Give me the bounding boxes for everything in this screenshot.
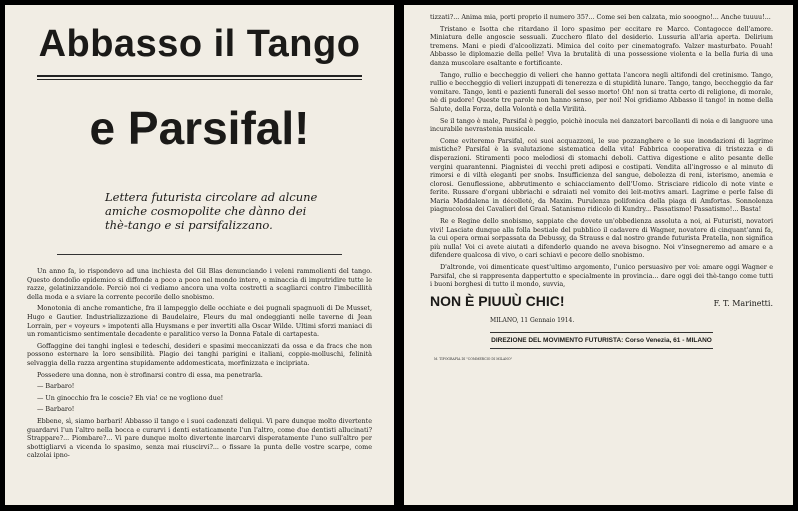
left-paragraph-2: Monotonia di anche romantiche, fra il lampeggìo delle occhiate e dei pugnali spagnuoli di De Musset, Hugo e Gautier. Industrializzazione di Baudelaire, Fleurs du mal ondeggianti nelle taverne di Jean Lorrain, per « voyeurs » impotenti alla Huysmans e per invertiti alla Oscar Wilde. Ultimi sforzi maniaci di un romanticismo sentimentale decadente e paralitico verso la Donna Fatale di cartapesta. xyxy=(27,304,372,339)
right-paragraph-7: D'altronde, voi dimenticate quest'ultimo argomento, l'unico persuasivo per voi: amare oggi Wagner e Parsifal, che si rappresenta dappertutto e specialmente in provincia... dare oggi dei thè-tango come tutti i buoni borghesi di tutto il mondo, suvvia, xyxy=(430,263,773,289)
right-page xyxy=(404,5,793,505)
left-paragraph-6: — Un ginocchio fra le coscie? Eh via! ce ne vogliono due! xyxy=(37,393,224,402)
signature: F. T. Marinetti. xyxy=(713,298,773,308)
left-paragraph-8: Ebbene, sì, siamo barbari! Abbasso il tango e i suoi cadenzati deliqui. Vi pare dunque molto divertente guardarvi l'un l'altro nella bocca e curarvi i denti estaticamente l'un l'altro, come due dentisti allucinati? Strappare?... Piombare?... Vi pare dunque molto divertente inarcarvi disperatamente l'uno sull'altro per sbottigliarvi a vicenda lo spasimo, senza mai riuscirvi?... o fissare la punta delle vostre scarpe, come calzolai ipno- xyxy=(27,416,372,460)
subtitle-divider xyxy=(57,254,342,255)
movement-direction: DIREZIONE DEL MOVIMENTO FUTURISTA: Corso Venezia, 61 - MILANO xyxy=(491,336,712,344)
title-line-2: e Parsifal! xyxy=(89,102,310,154)
left-body-text xyxy=(27,267,372,460)
right-paragraph-1: tizzati?... Anima mia, porti proprio il numero 35?... Come sei ben calzata, mio sooogno!... Anche tuuuu!... xyxy=(430,13,771,21)
title-line-1: Abbasso il Tango xyxy=(38,23,361,65)
printer-imprint: M. TIPOGRAFIA DI "COMMERCIO DI MILANO" xyxy=(434,356,513,361)
left-paragraph-3: Goffaggine dei tanghi inglesi e tedeschi, desideri e spasimi meccanizzati da ossa e da fracs che non possono esternare la loro sensibilità. Plagio dei tanghi parigini e italiani, coppie-molluschi, felinità selvaggia della razza argentina stupidamente addomesticata, morfinizzata e incipriata. xyxy=(27,341,372,367)
footer-divider-top xyxy=(490,332,713,333)
right-paragraph-2: Tristano e Isotta che ritardano il loro spasimo per eccitare re Marco. Contagocce dell'amore. Miniatura delle angoscie sessuali. Zucchero filato del desiderio. Lussuria all'aria aperta. Delirium tremens. Mani e piedi d'alcoolizzati. Mimica del coito per cinematografo. Valzer masturbato. Pouah! Abbasso le diplomazie della pelle! Viva la brutalità di una possessione violenta e la bella furia di una danza muscolare esaltante e fortificante. xyxy=(430,24,773,67)
signature-line xyxy=(430,293,773,309)
right-body-text xyxy=(430,13,773,289)
left-paragraph-7: — Barbaro! xyxy=(37,405,75,414)
left-paragraph-1: Un anno fa, io rispondevo ad una inchiesta del Gil Blas denunciando i veleni rammolienti del tango. Questo dondolìo epidemico si diffonde a poco a poco nel mondo intero, e minaccia di imputridire tutte le razze, gelatinizzandole. Perciò noi ci vediamo ancora una volta costretti a scagliarci contro l'imbecillità della moda e a sviare la corrente pecorile dello snobismo. xyxy=(27,267,372,301)
footer-divider-bottom xyxy=(490,348,713,349)
title-divider xyxy=(37,75,362,80)
dateline: MILANO, 11 Gennaio 1914. xyxy=(490,316,575,324)
subtitle: Lettera futurista circolare ad alcune amiche cosmopolite che dànno dei thè-tango e si parsifalizzano. xyxy=(105,190,318,232)
left-page xyxy=(5,5,394,505)
left-paragraph-5: — Barbaro! xyxy=(37,382,75,391)
right-paragraph-6: Re e Regine dello snobismo, sappiate che dovete un'obbedienza assoluta a noi, ai Futuristi, novatori vivi! Lasciate dunque alla folla bestiale del pubblico il cadavere di Wagner, novatore di cinquant'anni fa, la cui opera ormai sorpassata da Debussy, da Strauss e dal nostro grande futurista Pratella, non significa più nulla! Voi ci avete aiutati a difenderlo quando ne aveva bisogno. Noi v'insegneremo ad amare e a difendere qualcosa di vivo, o cari schiavi e pecore dello snobismo. xyxy=(430,217,773,260)
right-paragraph-4: Se il tango è male, Parsifal è peggio, poichè inocula nei danzatori barcollanti di noia e di languore una incurabile nevrastenia musicale. xyxy=(430,116,773,134)
left-paragraph-4: Possedere una donna, non è strofinarsi contro di essa, ma penetrarla. xyxy=(37,370,263,379)
right-paragraph-5: Come eviteremo Parsifal, coi suoi acquazzoni, le sue pozzanghere e le sue inondazioni di lagrime mistiche? Parsifal è la svalutazione sistematica della vita! Fabbrica cooperativa di tristezza e di disperazioni. Stiramenti poco melodiosi di stomachi deboli. Cattiva digestione e alito pesante delle vergini quarantenni. Piagnistei di vecchi preti adiposi e costipati. Vendita all'ingrosso e al minuto di rimorsi e di viltà eleganti per snobs. Insufficienza del sangue, debolezza di reni, isterismo, anemia e clorosi. Genuflessione, abbrutimento e schiacciamento dell'Uomo. Strisciare ridicolo di note vinte e ferite. Russare d'organi ubbriachi e sdraiati nel vomito dei leit-motivs amari. Lagrime e perle false di Maria Maddalena in décolleté, da Maxim. Purulenza polifonica della piaga di Amfortas. Sonnolenza piagnucolosa dei Cavalieri del Graal. Satanismo ridicolo di Kundry... Passatismo! Passatismo!... Basta! xyxy=(430,136,773,214)
right-paragraph-3: Tango, rullio e beccheggio di velieri che hanno gettata l'ancora negli altifondi del cretinismo. Tango, rullio e beccheggio di velieri inzuppati di tenerezza e di stupidità lunare. Tango, tango, beccheggio da far vomitare. Tango, lenti e pazienti funerali del sesso morto! Oh! non si tratta certo di religione, di morale, nè di pudore! Queste tre parole non hanno senso, per noi! Noi gridiamo Abbasso il tango! in nome della Salute, della Forza, della Volontà e della Virilità. xyxy=(430,70,773,113)
slogan: NON È PIUUÙ CHIC! xyxy=(430,292,565,309)
